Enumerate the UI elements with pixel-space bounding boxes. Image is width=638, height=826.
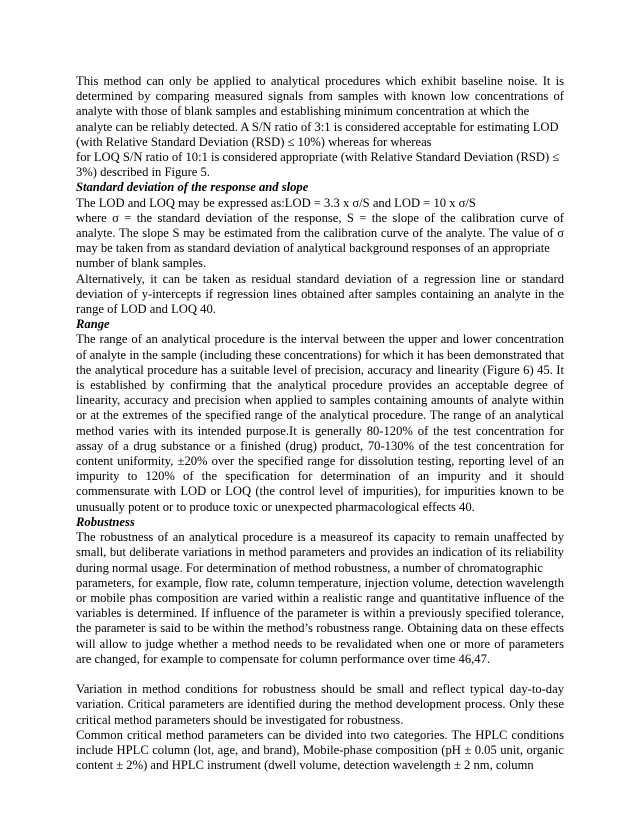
paragraph-critical-parameters: Common critical method parameters can be divided into two categories. The HPLC conditions include HPLC column (lot, age, and brand), Mobile-phase composition (pH ± 0.05 unit, organic content ± 2%) and HPLC instrument (dwell volume, detection wavelength ± 2 nm, column: [76, 727, 564, 773]
paragraph-lod-intro: This method can only be applied to analytical procedures which exhibit baseline noise. It is determined by comparing measured signals from samples with known low concentrations of analyte with those of blank samples and establishing minimum concentration at which the: [76, 74, 564, 119]
heading-range: Range: [76, 317, 110, 332]
paragraph-residual-deviation: Alternatively, it can be taken as residual standard deviation of a regression line or standard deviation of y-intercepts if regression lines obtained after samples containing an analyte in the range of LOD and LOQ 40.: [76, 271, 564, 317]
heading-robustness: Robustness: [76, 514, 135, 529]
paragraph-gap: [76, 667, 564, 682]
paragraph-variation-conditions: Variation in method conditions for robustness should be small and reflect typical day-to-day variation. Critical parameters are identified during the method development process. Only these critical method parameters should be investigated for robustness.: [76, 682, 564, 727]
paragraph-robustness-parameters: parameters, for example, flow rate, column temperature, injection volume, detection wavelength or mobile phas composition are varied within a realistic range and quantitative influence of the variables is determined. If influence of the parameter is within a previously specified tolerance, the parameter is said to be within the method’s robustness range. Obtaining data on these effects will allow to judge whether a method needs to be revalidated when one or more of parameters are changed, for example to compensate for column performance over time 46,47.: [76, 575, 564, 666]
paragraph-sn-ratio-lod: analyte can be reliably detected. A S/N ratio of 3:1 is considered acceptable for estimating LOD (with Relative Standard Deviation (RSD) ≤ 10%) whereas for whereas: [76, 119, 559, 149]
document-page: [76, 74, 564, 773]
paragraph-range: The range of an analytical procedure is the interval between the upper and lower concentration of analyte in the sample (including these concentrations) for which it has been demonstrated that the analytical procedure has a suitable level of precision, accuracy and linearity (Figure 6) 45. It is established by confirming that the analytical procedure provides an acceptable degree of linearity, accuracy and precision when applied to samples containing amounts of analyte within or at the extremes of the specified range of the analytical procedure. The range of an analytical method varies with its intended purpose.It is generally 80-120% of the test concentration for assay of a drug substance or a finished (drug) product, 70-130% of the test concentration for content uniformity, ±20% over the specified range for dissolution testing, reporting level of an impurity to 120% of the specification for determination of an impurity and it should commensurate with LOD or LOQ (the control level of impurities), for impurities known to be unusually potent or to produce toxic or unexpected pharmacological effects 40.: [76, 332, 564, 514]
paragraph-robustness-intro: The robustness of an analytical procedure is a measureof its capacity to remain unaffected by small, but deliberate variations in method parameters and provides an indication of its reliability during normal usage. For determination of method robustness, a number of chromatographic: [76, 530, 564, 575]
heading-standard-deviation: Standard deviation of the response and slope: [76, 180, 309, 195]
paragraph-sigma-definition: where σ = the standard deviation of the response, S = the slope of the calibration curve of analyte. The slope S may be estimated from the calibration curve of the analyte. The value of σ may be taken from as standard deviation of analytical background responses of an appropriate: [76, 210, 564, 256]
paragraph-blank-samples: number of blank samples.: [76, 256, 207, 271]
paragraph-sn-ratio-loq: for LOQ S/N ratio of 10:1 is considered appropriate (with Relative Standard Deviation (RSD) ≤ 3%) described in Figure 5.: [76, 150, 560, 180]
paragraph-lod-formula: The LOD and LOQ may be expressed as:LOD = 3.3 x σ/S and LOD = 10 x σ/S: [76, 195, 476, 210]
